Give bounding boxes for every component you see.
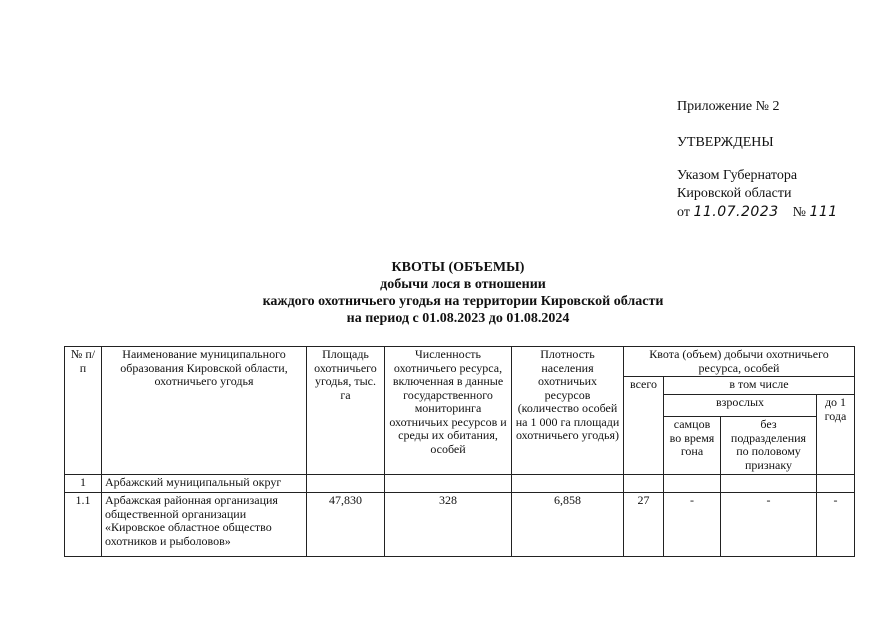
cell-total: 27	[624, 493, 664, 557]
quota-table	[64, 346, 855, 557]
cell-density: 6,858	[512, 493, 624, 557]
cell-males	[664, 475, 721, 493]
cell-num: 1.1	[65, 493, 102, 557]
header-adults: взрослых	[664, 395, 817, 417]
decree-line-1: Указом Губернатора	[677, 168, 798, 183]
from-prefix: от	[677, 205, 690, 220]
cell-name: Арбажский муниципальный округ	[102, 475, 307, 493]
approval-block	[677, 98, 838, 222]
document-title: КВОТЫ (ОБЪЕМЫ)	[391, 260, 525, 275]
cell-density	[512, 475, 624, 493]
cell-name: Арбажская районная организация общественной организации «Кировское областное общество охотников и рыболовов»	[102, 493, 307, 557]
table-row	[65, 475, 855, 493]
header-males-rut: самцов во время гона	[664, 417, 721, 475]
cell-nosex: -	[721, 493, 817, 557]
decree-date-line	[677, 203, 838, 222]
cell-nosex	[721, 475, 817, 493]
document-subtitle-1: добычи лося в отношении	[380, 277, 546, 292]
document-subtitle-2: каждого охотничьего угодья на территории Кировской области	[262, 294, 664, 309]
table-row	[65, 493, 855, 557]
cell-num: 1	[65, 475, 102, 493]
cell-area: 47,830	[307, 493, 385, 557]
cell-young: -	[817, 493, 855, 557]
decree-date: 11.07.2023	[693, 204, 779, 220]
cell-total	[624, 475, 664, 493]
header-total: всего	[624, 377, 664, 475]
header-including: в том числе	[664, 377, 855, 395]
cell-population: 328	[385, 493, 512, 557]
document-period: на период с 01.08.2023 до 01.08.2024	[346, 311, 570, 326]
decree-number: 111	[809, 204, 838, 220]
number-prefix: №	[792, 205, 806, 220]
decree-line-2: Кировской области	[677, 186, 792, 201]
header-population: Численность охотничьего ресурса, включенная в данные государственного мониторинга охотничьих ресурсов и среды их обитания, особей	[385, 347, 512, 475]
header-name: Наименование муниципального образования Кировской области, охотничьего угодья	[102, 347, 307, 475]
header-area: Площадь охотничьего угодья, тыс. га	[307, 347, 385, 475]
header-no-sex-split: без подразделения по половому признаку	[721, 417, 817, 475]
cell-population	[385, 475, 512, 493]
header-quota: Квота (объем) добычи охотничьего ресурса, особей	[624, 347, 855, 377]
cell-males: -	[664, 493, 721, 557]
cell-area	[307, 475, 385, 493]
appendix-label: Приложение № 2	[677, 99, 780, 114]
header-num: № п/п	[65, 347, 102, 475]
header-under-one: до 1 года	[817, 395, 855, 475]
approved-label: УТВЕРЖДЕНЫ	[677, 135, 774, 150]
header-density: Плотность населения охотничьих ресурсов (количество особей на 1 000 га площади охотничьего угодья)	[512, 347, 624, 475]
cell-young	[817, 475, 855, 493]
